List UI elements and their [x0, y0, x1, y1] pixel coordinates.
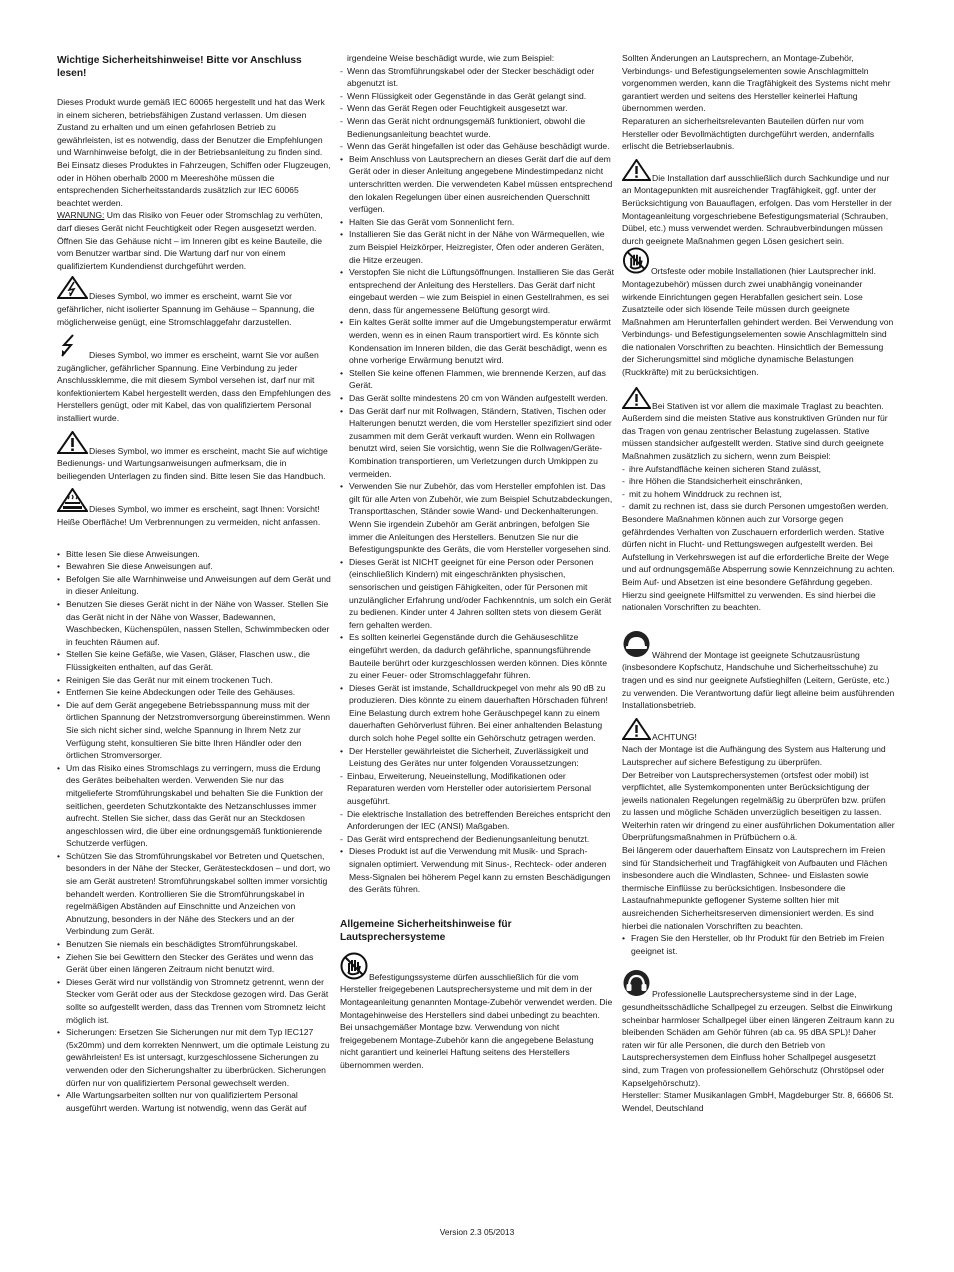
paragraph: Sollten Änderungen an Lautsprechern, an Montage-Zubehör, Verbindungs- und Befestigungselementen sowie Anschlagmitteln vorgenommen werden, kann die Tragfähigkeit des Systems nicht mehr garantiert werden und seitens des Hersteller keinerlei Haftung übernommen werden.: [622, 53, 891, 114]
symbol-bolt-para: [57, 334, 331, 425]
symbol3-text: Dieses Symbol, wo immer es erscheint, macht Sie auf wichtige Bedienungs- und Wartungsanweisungen aufmerksam, die in beiliegenden Unterlagen zu finden sind. Bitte lesen Sie das Handbuch.: [57, 445, 328, 481]
list-item: • Ein kaltes Gerät sollte immer auf die Umgebungstemperatur erwärmt werden, wenn es in einen Raum transportiert wird. Es könnte sich Kondensation im Inneren bilden, die das Gerät beschädigt, wenn es ohne vorherige Erwärmung benutzt wird.: [340, 316, 614, 366]
list-item: • Dieses Produkt ist auf die Verwendung mit Musik- und Sprach-signalen optimiert. Verwendung mit Sinus-, Rechteck- oder anderen Mess-Signalen bei höherem Pegel kann zu ernsten Beschädigungen des Geräts führen.: [340, 845, 614, 895]
hand-prohibition-icon: [340, 952, 368, 984]
hand-prohibition-icon: [622, 247, 650, 278]
list-item: • Dieses Gerät ist imstande, Schalldruckpegel von mehr als 90 dB zu produzieren. Dies könnte zu einem dauerhaften Hörschaden führen! Eine Belastung durch extrem hohe Geräuschpegel kann zu einem dauerhaften Gehörverlust führen. Bei einer anhaltenden Belastung durch solch hohe Pegel sollte ein Gehörschutz getragen werden.: [340, 682, 614, 745]
list-item: • Entfernen Sie keine Abdeckungen oder Teile des Gehäuses.: [57, 686, 331, 699]
hearing-text: Professionelle Lautsprechersysteme sind in der Lage, gesundheitsschädliche Schallpegel zu erzeugen. Selbst die Einwirkung scheinbar harmloser Schallpegel über einen längeren Zeitraum kann zu bleibenden Schäden am Gehör führen (ab ca. 95 dBA SPL)! Daher raten wir für alle Personen, die durch den Betrieb von Lautsprechersystemen dem Einfluss hoher Schallpegel ausgesetzt sind, zum Tragen von professionellem Gehörschutz (Ohrstöpsel oder Kapselgehörschutz).: [622, 989, 895, 1088]
list-item: • Stellen Sie keine offenen Flammen, wie brennende Kerzen, auf das Gerät.: [340, 367, 614, 392]
list-item: - Wenn Flüssigkeit oder Gegenstände in das Gerät gelangt sind.: [340, 90, 614, 103]
stand-conditions-list: [622, 463, 896, 513]
list-item: • Dieses Gerät ist NICHT geeignet für eine Person oder Personen (einschließlich Kindern) mit eingeschränkten physischen, sensorischen und geistigen Fähigkeiten, oder für Personen mit unzulänglicher Erfahrung und/oder Fachkenntnis, um solch ein Gerät zu bedienen. Kinder unter 4 Jahren sollten stets von diesem Gerät fern gehalten werden.: [340, 556, 614, 632]
list-item: • Ziehen Sie bei Gewittern den Stecker des Gerätes und wenn das Gerät über einen längeren Zeitraum nicht benutzt wird.: [57, 951, 331, 976]
exclamation-triangle-icon: [622, 387, 651, 413]
mounting-text: Befestigungssysteme dürfen ausschließlich für die vom Hersteller freigegebenen Lautsprechersysteme und mit dem in der Montageanleitung genannten Montage-Zubehör verwendet werden. Die Montagehinweise des Herstellers sind dabei unbedingt zu beachten. Bei unsachgemäßer Montage bzw. Verwendung von nicht freigegebenem Montage-Zubehör kann die angegebene Belastung nicht garantiert und keinerlei Haftung seitens des Herstellers übernommen werden.: [340, 971, 613, 1070]
helmet-icon: [622, 630, 651, 662]
lightning-bolt-icon: [57, 334, 88, 362]
list-item: • Das Gerät darf nur mit Rollwagen, Ständern, Stativen, Tischen oder Halterungen benutzt werden, die vom Hersteller spezifiziert sind oder zusammen mit dem Gerät verkauft wurden. Wenn ein Rollwagen benutzt wird, seien Sie vorsichtig, wenn Sie die Rollwagen/Geräte-Kombination transportieren, um Verletzungen durch Umkippen zu vermeiden.: [340, 405, 614, 481]
damage-list: [340, 65, 614, 153]
list-item: - mit zu hohem Winddruck zu rechnen ist,: [622, 488, 896, 501]
fixed-install-text: Ortsfeste oder mobile Installationen (hier Lautsprecher inkl. Montagezubehör) müssen durch zwei unabhängig voneinander wirkende Einrichtungen gegen Herabfallen gesichert sein. Lose Zusatzteile oder sich lösende Teile müssen durch geeignete Maßnahmen am Herunterfallen gehindert werden. Bei Verwendung von Verbindungs- und Befestigungselementen sowie Anschlagmitteln sind die nationalen Vorschriften zu beachten. Hinsichtlich der Bemessung der Sicherungsmittel sind mögliche dynamische Belastungen (Ruckkräfte) mit zu berücksichtigen.: [622, 266, 894, 378]
symbol-hot-para: [57, 488, 331, 528]
list-item: - Wenn das Stromführungskabel oder der Stecker beschädigt oder abgenutzt ist.: [340, 65, 614, 90]
achtung-label: ACHTUNG!: [652, 731, 697, 742]
outdoor-list: [622, 932, 896, 957]
list-item: • Beim Anschluss von Lautsprechern an dieses Gerät darf die auf dem Gerät oder in dieser Anleitung angegebene Mindestimpedanz nicht unterschritten werden. Die verwendeten Kabel müssen entsprechend den lokalen Regelungen über einen ausreichenden Querschnitt verfügen.: [340, 153, 614, 216]
list-item: - Einbau, Erweiterung, Neueinstellung, Modifikationen oder Reparaturen werden vom Hersteller oder autorisiertem Personal ausgeführt.: [340, 770, 614, 808]
fixed-install-para: [622, 247, 896, 378]
paragraph: Besondere Maßnahmen können auch zur Vorsorge gegen gefährdendes Verhalten von Zuschauern erforderlich werden. Stative dürfen nicht in Flucht- und Rettungswegen aufgestellt werden. Bei Aufstellung in Verkehrswegen ist auf die erforderliche Breite der Wege und auf ordnungsgemäße Absperrung sowie Kennzeichnung zu achten. Beim Auf- und Absetzen ist eine besondere Gefährdung gegeben. Hierzu sind geeignete Hilfsmittel zu verwenden. Es sind hierbei die nationalen Vorschriften zu beachten.: [622, 514, 895, 613]
list-item: • Alle Wartungsarbeiten sollten nur von qualifiziertem Personal ausgeführt werden. Wartung ist notwendig, wenn das Gerät auf: [57, 1089, 331, 1114]
list-item: • Installieren Sie das Gerät nicht in der Nähe von Wärmequellen, wie zum Beispiel Heizkörper, Heizregister, Öfen oder anderen Geräten, die Hitze erzeugen.: [340, 228, 614, 266]
list-item: • Stellen Sie keine Gefäße, wie Vasen, Gläser, Flaschen usw., die Flüssigkeiten enthalten, auf das Gerät.: [57, 648, 331, 673]
paragraph: Nach der Montage ist die Aufhängung des System aus Halterung und Lautsprecher auf sichere Befestigung zu überprüfen.: [622, 744, 886, 767]
installation-text: Die Installation darf ausschließlich durch Sachkundige und nur an Montagepunkten mit ausreichender Tragfähigkeit, ggf. unter der Berücksichtigung von Bauauflagen, erfolgen. Das vom Hersteller in der Montageanleitung vorgeschriebene Befestigungsmaterial (Schrauben, Dübel, etc.) muss verwendet werden. Schraubverbindungen müssen durch geeignete Maßnahmen gegen Lösen gesichert sein.: [622, 172, 892, 246]
symbol2-text: Dieses Symbol, wo immer es erscheint, warnt Sie vor außen zugänglicher, gefährlicher Spannung. Eine Verbindung zu jeder Anschlussklemme, die mit diesem Symbol versehen ist, darf nur mit konfektioniertem Kabel hergestellt werden, dass den Empfehlungen des Herstellers genügt, oder mit Kabel, das von qualifiziertem Personal installiert wurde.: [57, 350, 331, 424]
warning-paragraph: [57, 209, 331, 272]
protective-gear-text: Während der Montage ist geeignete Schutzausrüstung (insbesondere Kopfschutz, Handschuhe und Sicherheitsschuhe) zu tragen und es sind nur geeignete Aufstieghilfen (Leitern, Gerüste, etc.) zu verwenden. Die Verantwortung dafür liegt alleine beim ausführenden Installationsbetrieb.: [622, 649, 895, 711]
conditions-list: [340, 770, 614, 846]
list-item: • Der Hersteller gewährleistet die Sicherheit, Zuverlässigkeit und Leistung des Gerätes nur unter folgenden Voraussetzungen:: [340, 745, 614, 770]
list-item: - Wenn das Gerät Regen oder Feuchtigkeit ausgesetzt war.: [340, 102, 614, 115]
achtung-para: [622, 718, 896, 744]
protective-gear-para: [622, 630, 896, 712]
stand-text: Bei Stativen ist vor allem die maximale Traglast zu beachten. Außerdem sind die meisten Stative aus konstruktiven Gründen nur für das Tragen von genau zentrischer Belastung zugelassen. Stative müssen standsicher aufgestellt werden. Stative sind durch geeignete Maßnahmen zusätzlich zu sichern, wenn zum Beispiel:: [622, 400, 888, 462]
list-item: • Benutzen Sie dieses Gerät nicht in der Nähe von Wasser. Stellen Sie das Gerät nicht in der Nähe von Wasser, Badewannen, Waschbecken, Küchenspülen, nassen Stellen, Schwimmbecken oder in feuchten Räumen auf.: [57, 598, 331, 648]
intro-paragraph: Dieses Produkt wurde gemäß IEC 60065 hergestellt und hat das Werk in einem sicheren, betriebsfähigen Zustand verlassen. Um diesen Zustand zu erhalten und um einen gefahrlosen Betrieb zu gewährleisten, ist es notwendig, dass der Benutzer die Empfehlungen und Warnhinweise befolgt, die in der Betriebsanleitung zu finden sind. Bei Einsatz dieses Produktes in Fahrzeugen, Schiffen oder Flugzeugen, oder in Höhen oberhalb 2000 m Meereshöhe müssen die entsprechenden Sicherheitsstandards zusätzlich zur IEC 60065 beachtet werden.: [57, 97, 331, 208]
list-item: • Verstopfen Sie nicht die Lüftungsöffnungen. Installieren Sie das Gerät entsprechend der Anleitung des Herstellers. Das Gerät darf nicht eingebaut werden – wie zum Beispiel in einen Gestellrahmen, es sei denn, dass für angemessene Belüftung gesorgt wird.: [340, 266, 614, 316]
continuation-text: irgendeine Weise beschädigt wurde, wie zum Beispiel:: [347, 53, 555, 63]
list-item: • Es sollten keinerlei Gegenstände durch die Gehäuseschlitze eingeführt werden, da dadurch gefährliche, spannungsführende Bauteile berührt oder kurzgeschlossen werden können. Dies könnte zu einer Feuer- oder Stromschlaggefahr führen.: [340, 631, 614, 681]
column-1: [57, 52, 331, 1114]
safety-heading: Wichtige Sicherheitshinweise! Bitte vor Anschluss lesen!: [57, 55, 302, 79]
list-item: • Um das Risiko eines Stromschlags zu verringern, muss die Erdung des Gerätes beibehalten werden. Verwenden Sie nur das mitgelieferte Stromführungskabel und behalten Sie die Funktion der seitlichen, geerdeten Schutzkontakte des Netzanschlusses immer aufrecht. Stellen Sie sicher, dass das Gerät nur an Steckdosen angeschlossen wird, die über eine ordnungsgemäß funktionierende Schutzerde verfügen.: [57, 762, 331, 850]
symbol-exclamation-para: [57, 431, 331, 483]
instructions-list: [57, 548, 331, 1115]
list-item: • Schützen Sie das Stromführungskabel vor Betreten und Quetschen, besonders in der Nähe der Stecker, Gerätesteckdosen – und dort, wo sie am Gerät austreten! Stromführungskabel sollten immer vorsichtig behandelt werden. Kontrollieren Sie die Stromführungskabel in regelmäßigen Abständen auf Einschnitte und Anzeichen von Abnutzung, besonders in der Nähe des Steckers und an der Verbindung zum Gerät.: [57, 850, 331, 938]
stand-para: [622, 387, 896, 463]
column-2: [340, 52, 614, 1072]
exclamation-triangle-icon: [622, 159, 651, 185]
list-item: • Die auf dem Gerät angegebene Betriebsspannung muss mit der örtlichen Spannung der Netzstromversorgung übereinstimmen. Wenn Sie sich nicht sicher sind, welche Spannung in Ihrem Netz zur Verfügung steht, konsultieren Sie bitte Ihren Händler oder den örtlichen Stromversorger.: [57, 699, 331, 762]
list-item: - ihre Aufstandfläche keinen sicheren Stand zulässt,: [622, 463, 896, 476]
hot-surface-icon: [57, 488, 88, 516]
exclamation-triangle-icon: [57, 431, 88, 458]
list-item: • Benutzen Sie niemals ein beschädigtes Stromführungskabel.: [57, 938, 331, 951]
symbol1-text: Dieses Symbol, wo immer es erscheint, warnt Sie vor gefährlicher, nicht isolierter Spannung im Gehäuse – Spannung, die möglicherweise genügt, eine Stromschlaggefahr darzustellen.: [57, 291, 315, 327]
device-list: [340, 153, 614, 770]
paragraph: Reparaturen an sicherheitsrelevanten Bauteilen dürfen nur vom Hersteller oder Bevollmächtigten durchgeführt werden, andernfalls erlischt die Betriebserlaubnis.: [622, 115, 875, 152]
list-item: • Dieses Gerät wird nur vollständig von Stromnetz getrennt, wenn der Stecker vom Gerät oder aus der Steckdose gezogen wird. Das Gerät sollte so aufgestellt werden, dass das Trennen vom Stromnetz leicht möglich ist.: [57, 976, 331, 1026]
list-item: - Wenn das Gerät nicht ordnungsgemäß funktioniert, obwohl die Bedienungsanleitung beachtet wurde.: [340, 115, 614, 140]
speaker-safety-heading: Allgemeine Sicherheitshinweise für Lautsprechersysteme: [340, 918, 512, 943]
list-item: • Reinigen Sie das Gerät nur mit einem trockenen Tuch.: [57, 674, 331, 687]
list-item: - Die elektrische Installation des betreffenden Bereiches entspricht den Anforderungen der IEC (ANSI) Maßgaben.: [340, 808, 614, 833]
list-item: • Das Gerät sollte mindestens 20 cm von Wänden aufgestellt werden.: [340, 392, 614, 405]
list-item: - ihre Höhen die Standsicherheit einschränken,: [622, 475, 896, 488]
paragraph: Bei längerem oder dauerhaftem Einsatz von Lautsprechern im Freien sind für Standsicherheit und Tragfähigkeit von Aufbauten und Flächen insbesondere auch die Windlasten, Schnee- und Eislasten sowie thermische Einflüsse zu berücksichtigen. Insbesondere die Lastaufnahmepunkte geflogener Systeme sollten hier mit ausreichenden Sicherheitsreserven dimensioniert werden. Es sind hierbei die nationalen Vorschriften zu beachten.: [622, 845, 888, 931]
list-item: • Sicherungen: Ersetzen Sie Sicherungen nur mit dem Typ IEC127 (5x20mm) und dem korrekten Nennwert, um die optimale Leistung zu gewährleisten! Es ist untersagt, kurzgeschlossene Sicherungen zu verwenden oder den Sicherungshalter zu überbrücken. Sicherungen dürfen nur von qualifiziertem Personal gewechselt werden.: [57, 1026, 331, 1089]
list-item: - Wenn das Gerät hingefallen ist oder das Gehäuse beschädigt wurde.: [340, 140, 614, 153]
hearing-para: [622, 969, 896, 1089]
installation-para: [622, 159, 896, 248]
version-footer: Version 2.3 05/2013: [439, 1227, 515, 1237]
list-item: - Das Gerät wird entsprechend der Bedienungsanleitung benutzt.: [340, 833, 614, 846]
signal-list: [340, 845, 614, 895]
mounting-para: [340, 952, 614, 1072]
symbol-lightning-para: [57, 276, 331, 328]
exclamation-triangle-icon: [622, 718, 651, 744]
manufacturer-info: Hersteller: Stamer Musikanlagen GmbH, Magdeburger Str. 8, 66606 St. Wendel, Deutschland: [622, 1090, 894, 1113]
lightning-triangle-icon: [57, 276, 88, 303]
warning-text: Um das Risiko von Feuer oder Stromschlag zu verhüten, darf dieses Gerät nicht Feuchtigkeit oder Regen ausgesetzt werden. Öffnen Sie das Gehäuse nicht – im Inneren gibt es keine Bauteile, die vom Benutzer wartbar sind. Die Wartung darf nur von einem qualifiziertem Kundendienst durchgeführt werden.: [57, 210, 323, 271]
list-item: • Befolgen Sie alle Warnhinweise und Anweisungen auf dem Gerät und in dieser Anleitung.: [57, 573, 331, 598]
ear-protection-icon: [622, 969, 651, 1001]
list-item: - damit zu rechnen ist, dass sie durch Personen umgestoßen werden.: [622, 500, 896, 513]
list-item: • Bitte lesen Sie diese Anweisungen.: [57, 548, 331, 561]
list-item: • Verwenden Sie nur Zubehör, das vom Hersteller empfohlen ist. Das gilt für alle Arten von Zubehör, wie zum Beispiel Schutzabdeckungen, Transporttaschen, Ständer sowie Wand- und Deckenhalterungen. Wenn Sie irgendein Zubehör am Gerät anbringen, befolgen Sie immer die Anleitungen des Herstellers. Benutzen Sie nur die Befestigungspunkte des Geräts, die vom Hersteller vorgesehen sind.: [340, 480, 614, 556]
warning-label: WARNUNG:: [57, 210, 105, 221]
list-item: • Fragen Sie den Hersteller, ob Ihr Produkt für den Betrieb im Freien geeignet ist.: [622, 932, 896, 957]
paragraph: Der Betreiber von Lautsprechersystemen (ortsfest oder mobil) ist verpflichtet, alle Systemkomponenten unter Berücksichtigung der jeweils nationalen Regelungen regelmäßig zu überprüfen bzw. prüfen zu lassen und mögliche Schäden unverzüglich beseitigen zu lassen. Weiterhin raten wir dringend zu einer ausführlichen Dokumentation aller Überprüfungsmaßnahmen in Prüfbüchern o.ä.: [622, 769, 895, 843]
list-item: • Bewahren Sie diese Anweisungen auf.: [57, 560, 331, 573]
column-3: [622, 52, 896, 1114]
list-item: • Halten Sie das Gerät vom Sonnenlicht fern.: [340, 216, 614, 229]
symbol4-text: Dieses Symbol, wo immer es erscheint, sagt Ihnen: Vorsicht! Heiße Oberfläche! Um Verbrennungen zu vermeiden, nicht anfassen.: [57, 504, 321, 528]
